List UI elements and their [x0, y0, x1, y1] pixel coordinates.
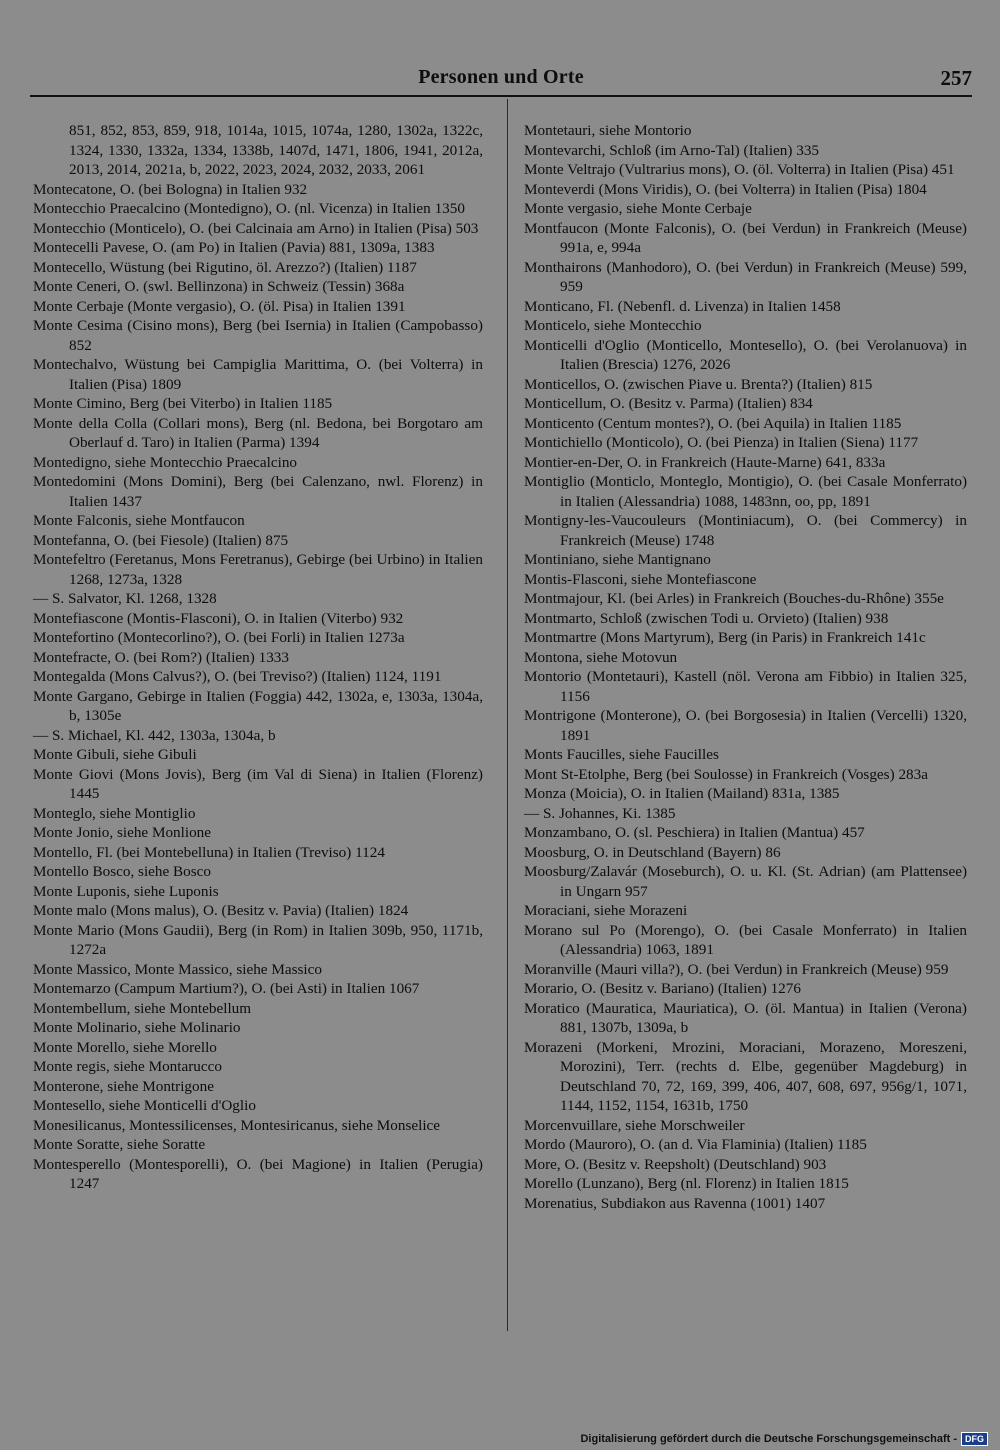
index-entry: Montfaucon (Monte Falconis), O. (bei Verdun) in Frankreich (Meuse) 991a, e, 994a: [524, 219, 967, 256]
index-entry: Morano sul Po (Morengo), O. (bei Casale Monferrato) in Italien (Alessandria) 1063, 1891: [524, 921, 967, 958]
index-entry: Montefracte, O. (bei Rom?) (Italien) 1333: [33, 648, 289, 666]
index-entry: Monticano, Fl. (Nebenfl. d. Livenza) in Italien 1458: [524, 297, 841, 315]
index-entry: Montecello, Wüstung (bei Rigutino, öl. Arezzo?) (Italien) 1187: [33, 258, 417, 276]
index-entry: Montembellum, siehe Montebellum: [33, 999, 252, 1017]
index-entry: Montiniano, siehe Mantignano: [524, 551, 711, 568]
index-entry: Montemarzo (Campum Martium?), O. (bei Asti) in Italien 1067: [33, 980, 420, 997]
index-entry: Moosburg, O. in Deutschland (Bayern) 86: [524, 843, 781, 861]
index-entry: Mont St-Etolphe, Berg (bei Soulosse) in Frankreich (Vosges) 283a: [524, 765, 928, 783]
index-entry: Monticellos, O. (zwischen Piave u. Brenta?) (Italien) 815: [524, 375, 873, 393]
index-entry: Monte Soratte, siehe Soratte: [33, 1136, 206, 1153]
index-entry: Monts Faucilles, siehe Faucilles: [524, 746, 719, 763]
index-entry: Montecchio (Monticelo), O. (bei Calcinaia am Arno) in Italien (Pisa) 503: [33, 219, 479, 237]
index-entry: Monteglo, siehe Montiglio: [33, 804, 196, 822]
index-entry: Montello, Fl. (bei Montebelluna) in Italien (Treviso) 1124: [33, 843, 385, 861]
index-entry: Monte Giovi (Mons Jovis), Berg (im Val di Siena) in Italien (Florenz) 1445: [33, 765, 483, 802]
index-entry: Montier-en-Der, O. in Frankreich (Haute-Marne) 641, 833a: [524, 453, 886, 471]
index-entry: Monte della Colla (Collari mons), Berg (nl. Bedona, bei Borgotaro am Oberlauf d. Taro) in Italien (Parma) 1394: [33, 414, 483, 451]
index-entry: Morcenvuillare, siehe Morschweiler: [524, 1116, 745, 1134]
index-entry: Monte malo (Mons malus), O. (Besitz v. Pavia) (Italien) 1824: [33, 902, 409, 919]
index-entry: Montmartre (Mons Martyrum), Berg (in Paris) in Frankreich 141c: [524, 629, 926, 646]
dfg-logo: DFG: [961, 1432, 988, 1446]
index-entry: Monterone, siehe Montrigone: [33, 1077, 214, 1095]
right-column: [524, 121, 967, 1213]
header-rule: [30, 95, 972, 97]
index-entry: Montefiascone (Montis-Flasconi), O. in Italien (Viterbo) 932: [33, 609, 404, 627]
index-entry: Montesello, siehe Monticelli d'Oglio: [33, 1097, 256, 1114]
column-divider: [507, 99, 508, 1331]
index-entry: Montefeltro (Feretanus, Mons Feretranus), Gebirge (bei Urbino) in Italien 1268, 1273a, 1328: [33, 551, 483, 588]
index-entry: Monte Falconis, siehe Montfaucon: [33, 512, 245, 529]
index-entry: Montevarchi, Schloß (im Arno-Tal) (Italien) 335: [524, 141, 820, 159]
index-entry: Monte Cimino, Berg (bei Viterbo) in Italien 1185: [33, 395, 333, 412]
index-entry: Montichiello (Monticolo), O. (bei Pienza) in Italien (Siena) 1177: [524, 434, 919, 451]
index-entry: Monte Cerbaje (Monte vergasio), O. (öl. Pisa) in Italien 1391: [33, 297, 406, 315]
index-entry: Montetauri, siehe Montorio: [524, 122, 692, 139]
index-entry: Monticelli d'Oglio (Monticello, Montesello), O. (bei Verolanuova) in Italien (Brescia) 1276, 2026: [524, 336, 967, 373]
index-entry: Monthairons (Manhodoro), O. (bei Verdun) in Frankreich (Meuse) 599, 959: [524, 258, 967, 295]
index-entry: Monte Gargano, Gebirge in Italien (Foggia) 442, 1302a, e, 1303a, 1304a, b, 1305e: [33, 687, 483, 724]
page-number: 257: [940, 66, 972, 90]
index-entry: Monzambano, O. (sl. Peschiera) in Italien (Mantua) 457: [524, 824, 865, 841]
index-entry: Montefanna, O. (bei Fiesole) (Italien) 875: [33, 531, 289, 549]
index-entry: Montorio (Montetauri), Kastell (nöl. Verona am Fibbio) in Italien 325, 1156: [524, 668, 967, 705]
index-entry: Monza (Moicia), O. in Italien (Mailand) 831a, 1385: [524, 785, 840, 802]
footer: [580, 1432, 988, 1446]
index-entry: Mordo (Mauroro), O. (an d. Via Flaminia) (Italien) 1185: [524, 1136, 867, 1153]
index-entry: Montiglio (Monticlo, Monteglo, Montigio), O. (bei Casale Monferrato) in Italien (Alessandria) 1088, 1483nn, oo, pp, 1891: [524, 473, 967, 510]
index-entry: Montecatone, O. (bei Bologna) in Italien 932: [33, 180, 308, 198]
index-entry: Montis-Flasconi, siehe Montefiascone: [524, 570, 757, 588]
index-entry: Monte Gibuli, siehe Gibuli: [33, 746, 197, 763]
index-entry: Montmarto, Schloß (zwischen Todi u. Orvieto) (Italien) 938: [524, 609, 889, 627]
index-entry: Moratico (Mauratica, Mauriatica), O. (öl. Mantua) in Italien (Verona) 881, 1307b, 1309a, b: [524, 999, 967, 1036]
index-entry: Montesperello (Montesporelli), O. (bei Magione) in Italien (Perugia) 1247: [33, 1155, 483, 1192]
footer-text: Digitalisierung gefördert durch die Deutsche Forschungsgemeinschaft -: [580, 1433, 957, 1445]
page-title: Personen und Orte: [418, 66, 584, 88]
index-entry: Monte Mario (Mons Gaudii), Berg (in Rom) in Italien 309b, 950, 1171b, 1272a: [33, 921, 483, 958]
index-entry: Montrigone (Monterone), O. (bei Borgosesia) in Italien (Vercelli) 1320, 1891: [524, 707, 967, 744]
index-entry: Monte Massico, Monte Massico, siehe Massico: [33, 960, 322, 978]
index-entry: Montegalda (Mons Calvus?), O. (bei Treviso?) (Italien) 1124, 1191: [33, 668, 442, 685]
index-entry: Monteverdi (Mons Viridis), O. (bei Volterra) in Italien (Pisa) 1804: [524, 180, 927, 198]
index-entry: Monticellum, O. (Besitz v. Parma) (Italien) 834: [524, 395, 813, 412]
index-entry: Morazeni (Morkeni, Mrozini, Moraciani, Morazeno, Moreszeni, Morozini), Terr. (rechts d. Elbe, gegenüber Magdeburg) in Deutschland 70, 72, 169, 399, 406, 407, 608, 697, 956g/1, 1071, 1144, 1152, 1154, 1631b, 1750: [524, 1038, 967, 1114]
index-entry: More, O. (Besitz v. Reepsholt) (Deutschland) 903: [524, 1155, 827, 1173]
index-entry: Montedigno, siehe Montecchio Praecalcino: [33, 453, 298, 471]
index-entry: Montechalvo, Wüstung bei Campiglia Marittima, O. (bei Volterra) in Italien (Pisa) 1809: [33, 356, 483, 393]
left-column: [33, 121, 483, 1194]
index-entry: Monte Veltrajo (Vultrarius mons), O. (öl. Volterra) in Italien (Pisa) 451: [524, 161, 955, 178]
index-entry: Monte Luponis, siehe Luponis: [33, 882, 219, 900]
index-entry: Monesilicanus, Montessilicenses, Montesiricanus, siehe Monselice: [33, 1116, 441, 1134]
index-entry: Monte Jonio, siehe Monlione: [33, 824, 212, 841]
index-entry: Montedomini (Mons Domini), Berg (bei Calenzano, nwl. Florenz) in Italien 1437: [33, 473, 483, 510]
index-entry: 851, 852, 853, 859, 918, 1014a, 1015, 1074a, 1280, 1302a, 1322c, 1324, 1330, 1332a, 1334, 1338b, 1407d, 1471, 1806, 1941, 2012a, 2013, 2014, 2021a, b, 2022, 2023, 2024, 2032, 2033, 2061: [69, 122, 483, 178]
index-entry: Montecchio Praecalcino (Montedigno), O. (nl. Vicenza) in Italien 1350: [33, 200, 465, 217]
index-entry: Moraciani, siehe Morazeni: [524, 902, 688, 919]
index-entry: Monte Ceneri, O. (swl. Bellinzona) in Schweiz (Tessin) 368a: [33, 278, 405, 295]
index-entry: Montigny-les-Vaucouleurs (Montiniacum), O. (bei Commercy) in Frankreich (Meuse) 1748: [524, 512, 967, 549]
index-entry: Morario, O. (Besitz v. Bariano) (Italien) 1276: [524, 980, 801, 997]
index-entry: Montecelli Pavese, O. (am Po) in Italien (Pavia) 881, 1309a, 1383: [33, 239, 435, 256]
index-entry: Montello Bosco, siehe Bosco: [33, 863, 212, 880]
index-entry: Monte regis, siehe Montarucco: [33, 1058, 222, 1075]
index-entry: Moosburg/Zalavár (Moseburch), O. u. Kl. (St. Adrian) (am Plattensee) in Ungarn 957: [524, 863, 967, 900]
index-entry: Montona, siehe Motovun: [524, 648, 678, 666]
index-entry: Monte Molinario, siehe Molinario: [33, 1019, 241, 1036]
page-header: [30, 66, 972, 92]
index-entry: Morello (Lunzano), Berg (nl. Florenz) in Italien 1815: [524, 1175, 849, 1192]
index-entry: Montefortino (Montecorlino?), O. (bei Forli) in Italien 1273a: [33, 629, 405, 646]
index-entry: Morenatius, Subdiakon aus Ravenna (1001) 1407: [524, 1194, 826, 1212]
index-entry: — S. Salvator, Kl. 1268, 1328: [33, 590, 217, 607]
index-entry: Monte Morello, siehe Morello: [33, 1038, 217, 1056]
index-entry: Montmajour, Kl. (bei Arles) in Frankreich (Bouches-du-Rhône) 355e: [524, 590, 944, 607]
index-entry: Monticelo, siehe Montecchio: [524, 317, 702, 334]
index-entry: — S. Johannes, Ki. 1385: [524, 804, 676, 822]
index-entry: Monte Cesima (Cisino mons), Berg (bei Isernia) in Italien (Campobasso) 852: [33, 317, 483, 354]
index-entry: Moranville (Mauri villa?), O. (bei Verdun) in Frankreich (Meuse) 959: [524, 960, 949, 978]
index-entry: Monte vergasio, siehe Monte Cerbaje: [524, 200, 752, 217]
index-entry: Monticento (Centum montes?), O. (bei Aquila) in Italien 1185: [524, 414, 902, 432]
index-entry: — S. Michael, Kl. 442, 1303a, 1304a, b: [33, 726, 276, 744]
